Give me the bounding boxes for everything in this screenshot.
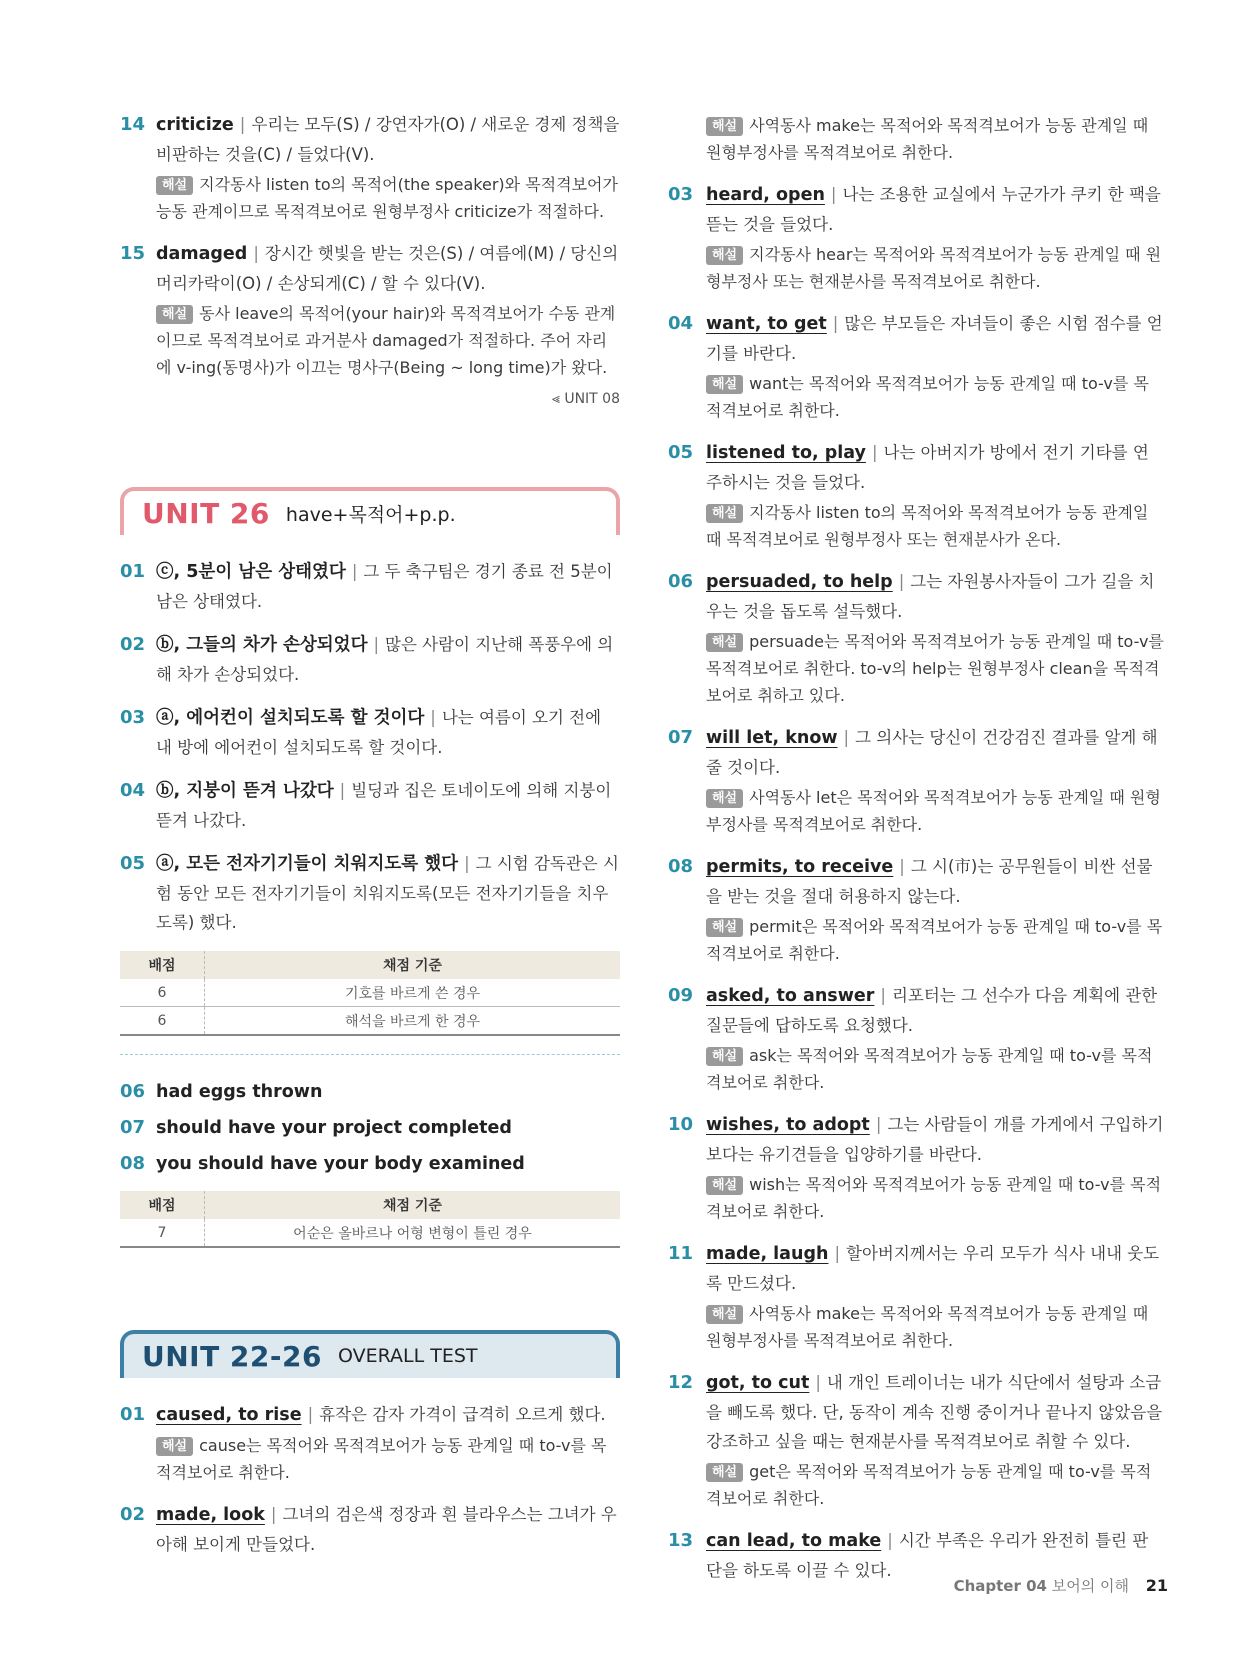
- answer-text: will let, know: [706, 728, 838, 748]
- translation-text: 시간 부족은 우리가 완전히 틀린 판단을 하도록 이끌 수 있다.: [706, 1531, 1149, 1580]
- explanation: [706, 784, 1164, 838]
- answer-item: [668, 1110, 1164, 1225]
- table-header: 채점 기준: [205, 1191, 621, 1219]
- explanation: [706, 499, 1164, 553]
- unit-subtitle: OVERALL TEST: [338, 1345, 478, 1367]
- explanation-tag: 해설: [706, 1305, 743, 1324]
- separator: |: [253, 244, 259, 263]
- explanation: [156, 1432, 620, 1486]
- separator: |: [339, 781, 346, 800]
- translation-text: 그 시(市)는 공무원들이 비싼 선물을 받는 것을 절대 허용하지 않는다.: [706, 857, 1153, 906]
- table-header: 배점: [120, 951, 205, 979]
- item-number: 03: [120, 707, 146, 728]
- explanation: [706, 1042, 1164, 1096]
- separator: |: [351, 562, 358, 581]
- table-row: [120, 979, 620, 1007]
- item-number: 04: [120, 780, 146, 801]
- table-row: [120, 1007, 620, 1036]
- score-cell: 6: [120, 1007, 205, 1036]
- answer-text: caused, to rise: [156, 1405, 302, 1425]
- translation-text: 많은 사람이 지난해 폭풍우에 의해 차가 손상되었다.: [156, 635, 614, 684]
- score-cell: 7: [120, 1219, 205, 1247]
- explanation-text: 사역동사 let은 목적어와 목적격보어가 능동 관계일 때 원형부정사를 목적격보어로 취한다.: [706, 788, 1161, 834]
- explanation-tag: 해설: [156, 1437, 193, 1456]
- answer-text: asked, to answer: [706, 986, 875, 1006]
- answer-text: permits, to receive: [706, 857, 894, 877]
- answer-item: [120, 630, 620, 689]
- answer-text: ⓑ, 그들의 차가 손상되었다: [156, 635, 368, 655]
- item-number: 07: [120, 1117, 146, 1138]
- criteria-cell: 어순은 올바르나 어형 변형이 틀린 경우: [205, 1219, 621, 1247]
- explanation-tag: 해설: [706, 504, 743, 523]
- separator: |: [875, 1115, 882, 1134]
- explanation-tag: 해설: [706, 375, 743, 394]
- left-column: [120, 110, 620, 1573]
- answer-text: made, look: [156, 1505, 265, 1525]
- explanation-text: 지각동사 listen to의 목적어와 목적격보어가 능동 관계일 때 목적격보어로 원형부정사 또는 현재분사가 온다.: [706, 503, 1149, 549]
- chapter-label: Chapter 04: [953, 1577, 1047, 1595]
- explanation-text: 사역동사 make는 목적어와 목적격보어가 능동 관계일 때 원형부정사를 목적격보어로 취한다.: [706, 116, 1149, 162]
- explanation-tag: 해설: [706, 918, 743, 937]
- translation-text: 그 의사는 당신이 건강검진 결과를 알게 해줄 것이다.: [706, 728, 1158, 777]
- answer-item: [120, 110, 620, 225]
- item-number: 10: [668, 1114, 694, 1135]
- answer-text: can lead, to make: [706, 1531, 882, 1551]
- separator: |: [815, 1373, 821, 1392]
- translation-text: 장시간 햇빛을 받는 것은(S) / 여름에(M) / 당신의 머리카락이(O) / 손상되게(C) / 할 수 있다(V).: [156, 244, 619, 293]
- translation-text: 우리는 모두(S) / 강연자가(O) / 새로운 경제 정책을 비판하는 것을(C) / 들었다(V).: [156, 115, 620, 164]
- answer-item: [668, 567, 1164, 709]
- answer-item: [668, 1368, 1164, 1512]
- answer-text: you should have your body examined: [156, 1154, 525, 1174]
- answer-item: [120, 849, 620, 937]
- translation-text: 나는 아버지가 방에서 전기 기타를 연주하시는 것을 들었다.: [706, 443, 1149, 492]
- item-number: 08: [668, 856, 694, 877]
- explanation: [706, 1300, 1164, 1354]
- separator: |: [898, 572, 905, 591]
- separator: |: [430, 708, 436, 727]
- answer-item: [668, 981, 1164, 1096]
- unit-reference: ⪡ UNIT 08: [551, 391, 620, 407]
- item-number: 02: [120, 634, 146, 655]
- explanation-text: 동사 leave의 목적어(your hair)와 목적격보어가 수동 관계이므로 목적격보어로 과거분사 damaged가 적절하다. 주어 자리에 v-ing(동명사)가 이끄는 명사구(Being ~ long time)가 왔다.: [156, 304, 616, 377]
- separator: |: [871, 443, 878, 462]
- translation-text: 그 시험 감독관은 시험 동안 모든 전자기기들이 치워지도록(모든 전자기기들을 치우도록) 했다.: [156, 854, 619, 932]
- separator: |: [880, 986, 886, 1005]
- item-number: 01: [120, 561, 146, 582]
- translation-text: 그는 자원봉사자들이 그가 길을 치우는 것을 돕도록 설득했다.: [706, 572, 1155, 621]
- explanation: [706, 1171, 1164, 1225]
- scoring-table: [120, 1191, 620, 1248]
- item-number: 11: [668, 1243, 694, 1264]
- scoring-table: [120, 951, 620, 1036]
- explanation-tag: 해설: [706, 117, 743, 136]
- translation-text: 그녀의 검은색 정장과 흰 블라우스는 그녀가 우아해 보이게 만들었다.: [156, 1505, 617, 1554]
- explanation-text: 지각동사 hear는 목적어와 목적격보어가 능동 관계일 때 원형부정사 또는 현재분사를 목적격보어로 취한다.: [706, 245, 1162, 291]
- item-number: 14: [120, 114, 146, 135]
- translation-text: 리포터는 그 선수가 다음 계획에 관한 질문들에 답하도록 요청했다.: [706, 986, 1158, 1035]
- separator: |: [239, 115, 246, 134]
- translation-text: 할아버지께서는 우리 모두가 식사 내내 웃도록 만드셨다.: [706, 1244, 1160, 1293]
- answer-text: had eggs thrown: [156, 1082, 323, 1102]
- overall-test-header: [120, 1330, 620, 1378]
- explanation-tag: 해설: [706, 633, 743, 652]
- answer-item: [668, 112, 1164, 166]
- item-number: 09: [668, 985, 694, 1006]
- explanation-tag: 해설: [706, 246, 743, 265]
- answer-item: [668, 438, 1164, 553]
- item-number: 15: [120, 243, 146, 264]
- answer-item: [120, 1149, 620, 1179]
- table-header: 채점 기준: [205, 951, 621, 979]
- explanation-text: persuade는 목적어와 목적격보어가 능동 관계일 때 to-v를 목적격보어로 취한다. to-v의 help는 원형부정사 clean을 목적격보어로 취하고 있다.: [706, 632, 1164, 705]
- explanation-tag: 해설: [156, 176, 193, 195]
- answer-item: [120, 703, 620, 762]
- item-number: 03: [668, 184, 694, 205]
- answer-item: [668, 1239, 1164, 1354]
- item-number: 07: [668, 727, 694, 748]
- item-number: 05: [120, 853, 146, 874]
- separator: |: [843, 728, 850, 747]
- page-footer: [954, 1575, 1168, 1596]
- item-number: 08: [120, 1153, 146, 1174]
- score-cell: 6: [120, 979, 205, 1007]
- explanation-text: want는 목적어와 목적격보어가 능동 관계일 때 to-v를 목적격보어로 취한다.: [706, 374, 1149, 420]
- answer-item: [120, 1113, 620, 1143]
- separator: |: [270, 1505, 277, 1524]
- separator: |: [373, 635, 380, 654]
- answer-text: ⓑ, 지붕이 뜯겨 나갔다: [156, 781, 334, 801]
- explanation-text: get은 목적어와 목적격보어가 능동 관계일 때 to-v를 목적격보어로 취한다.: [706, 1462, 1152, 1508]
- answer-text: listened to, play: [706, 443, 866, 463]
- explanation-text: cause는 목적어와 목적격보어가 능동 관계일 때 to-v를 목적격보어로 취한다.: [156, 1436, 607, 1482]
- answer-item: [120, 1077, 620, 1107]
- answer-text: ⓒ, 5분이 남은 상태였다: [156, 562, 346, 582]
- answer-text: wishes, to adopt: [706, 1115, 870, 1135]
- translation-text: 나는 여름이 오기 전에 내 방에 에어컨이 설치되도록 할 것이다.: [156, 708, 602, 757]
- translation-text: 내 개인 트레이너는 내가 식단에서 설탕과 소금을 빼도록 했다. 단, 동작이 계속 진행 중이거나 끝나지 않았음을 강조하고 싶을 때는 현재분사를 목적격보어로 취할 수 있다.: [706, 1373, 1163, 1451]
- translation-text: 휴작은 감자 가격이 급격히 오르게 했다.: [319, 1405, 606, 1424]
- answer-text: ⓐ, 모든 전자기기들이 치워지도록 했다: [156, 854, 459, 874]
- explanation: [156, 171, 620, 225]
- divider: [120, 1054, 620, 1055]
- explanation-tag: 해설: [706, 789, 743, 808]
- explanation-tag: 해설: [706, 1047, 743, 1066]
- answer-item: [120, 1500, 620, 1559]
- explanation: [706, 628, 1164, 709]
- translation-text: 나는 조용한 교실에서 누군가가 쿠키 한 팩을 뜯는 것을 들었다.: [706, 185, 1161, 234]
- unit-title: UNIT 26: [142, 496, 270, 530]
- separator: |: [899, 857, 905, 876]
- item-number: 02: [120, 1504, 146, 1525]
- explanation-tag: 해설: [706, 1463, 743, 1482]
- explanation: [706, 913, 1164, 967]
- translation-text: 빌딩과 집은 토네이도에 의해 지붕이 뜯겨 나갔다.: [156, 781, 612, 830]
- translation-text: 그 두 축구팀은 경기 종료 전 5분이 남은 상태였다.: [156, 562, 613, 611]
- explanation-text: wish는 목적어와 목적격보어가 능동 관계일 때 to-v를 목적격보어로 취한다.: [706, 1175, 1162, 1221]
- answer-item: [668, 852, 1164, 967]
- item-number: 04: [668, 313, 694, 334]
- answer-text: damaged: [156, 244, 248, 264]
- explanation: [706, 370, 1164, 424]
- table-header: 배점: [120, 1191, 205, 1219]
- answer-item: [120, 1400, 620, 1486]
- separator: |: [834, 1244, 840, 1263]
- explanation: [156, 300, 620, 381]
- unit-26-header: [120, 487, 620, 535]
- explanation-tag: 해설: [156, 305, 193, 324]
- explanation: [706, 1458, 1164, 1512]
- chapter-title: 보어의 이해: [1051, 1577, 1129, 1595]
- unit-subtitle: have+목적어+p.p.: [285, 503, 456, 526]
- answer-text: criticize: [156, 115, 234, 135]
- answer-text: made, laugh: [706, 1244, 829, 1264]
- explanation: [706, 241, 1164, 295]
- item-number: 06: [120, 1081, 146, 1102]
- answer-text: should have your project completed: [156, 1118, 512, 1138]
- explanation-text: permit은 목적어와 목적격보어가 능동 관계일 때 to-v를 목적격보어로 취한다.: [706, 917, 1163, 963]
- translation-text: 많은 부모들은 자녀들이 좋은 시험 점수를 얻기를 바란다.: [706, 314, 1163, 363]
- separator: |: [887, 1531, 893, 1550]
- answer-item: [668, 180, 1164, 295]
- page-number: 21: [1145, 1576, 1168, 1595]
- separator: |: [307, 1405, 314, 1424]
- explanation-text: 사역동사 make는 목적어와 목적격보어가 능동 관계일 때 원형부정사를 목적격보어로 취한다.: [706, 1304, 1149, 1350]
- answer-item: [120, 776, 620, 835]
- separator: |: [832, 314, 839, 333]
- criteria-cell: 해석을 바르게 한 경우: [205, 1007, 621, 1036]
- item-number: 05: [668, 442, 694, 463]
- explanation-text: ask는 목적어와 목적격보어가 능동 관계일 때 to-v를 목적격보어로 취한다.: [706, 1046, 1153, 1092]
- answer-text: ⓐ, 에어컨이 설치되도록 할 것이다: [156, 708, 425, 728]
- separator: |: [464, 854, 470, 873]
- explanation: [706, 112, 1164, 166]
- answer-item: [120, 239, 620, 381]
- separator: |: [830, 185, 837, 204]
- answer-text: want, to get: [706, 314, 827, 334]
- item-number: 01: [120, 1404, 146, 1425]
- explanation-tag: 해설: [706, 1176, 743, 1195]
- table-row: [120, 1219, 620, 1247]
- translation-text: 그는 사람들이 개를 가게에서 구입하기보다는 유기견들을 입양하기를 바란다.: [706, 1115, 1164, 1164]
- answer-text: got, to cut: [706, 1373, 810, 1393]
- item-number: 13: [668, 1530, 694, 1551]
- unit-title: UNIT 22-26: [142, 1339, 322, 1373]
- answer-item: [668, 309, 1164, 424]
- item-number: 12: [668, 1372, 694, 1393]
- criteria-cell: 기호를 바르게 쓴 경우: [205, 979, 621, 1007]
- right-column: [668, 110, 1164, 1599]
- item-number: 06: [668, 571, 694, 592]
- answer-item: [120, 557, 620, 616]
- answer-text: persuaded, to help: [706, 572, 893, 592]
- explanation-text: 지각동사 listen to의 목적어(the speaker)와 목적격보어가 능동 관계이므로 목적격보어로 원형부정사 criticize가 적절하다.: [156, 175, 618, 221]
- answer-item: [668, 723, 1164, 838]
- answer-text: heard, open: [706, 185, 825, 205]
